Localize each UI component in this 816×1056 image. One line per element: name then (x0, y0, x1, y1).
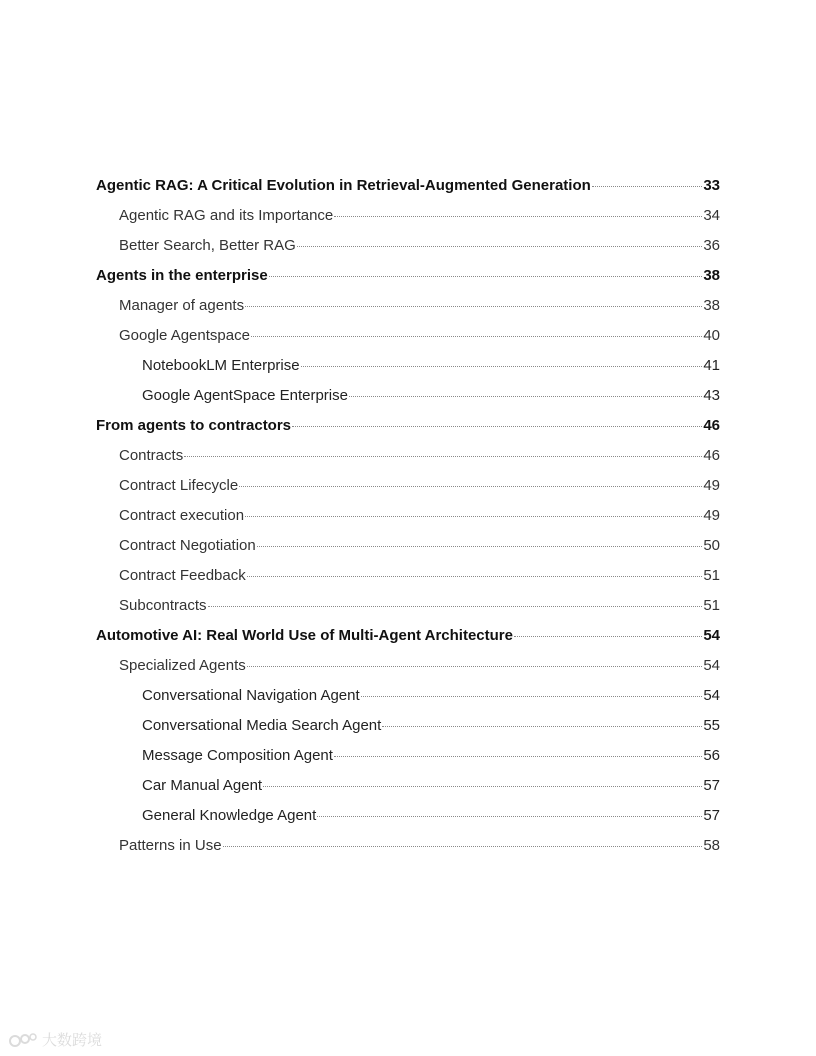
toc-entry-title: Agentic RAG: A Critical Evolution in Retrieval-Augmented Generation (96, 177, 591, 194)
toc-entry[interactable] (96, 681, 720, 711)
toc-entry-page: 54 (703, 627, 720, 644)
toc-entry-title: Agents in the enterprise (96, 267, 268, 284)
toc-entry-title: Better Search, Better RAG (119, 237, 296, 254)
toc-entry[interactable] (96, 201, 720, 231)
toc-entry-title: Google Agentspace (119, 327, 250, 344)
toc-entry[interactable] (96, 291, 720, 321)
toc-entry[interactable] (96, 411, 720, 441)
dot-leader (301, 366, 703, 367)
toc-entry-page: 38 (703, 267, 720, 284)
toc-entry[interactable] (96, 801, 720, 831)
toc-entry-page: 57 (703, 807, 720, 824)
toc-entry[interactable] (96, 561, 720, 591)
toc-entry[interactable] (96, 531, 720, 561)
watermark-logo-icon (8, 1032, 38, 1048)
dot-leader (382, 726, 702, 727)
dot-leader (247, 666, 703, 667)
toc-entry[interactable] (96, 441, 720, 471)
toc-entry[interactable] (96, 231, 720, 261)
toc-entry[interactable] (96, 591, 720, 621)
toc-entry-page: 36 (703, 237, 720, 254)
table-of-contents (96, 171, 720, 861)
dot-leader (349, 396, 702, 397)
dot-leader (251, 336, 702, 337)
dot-leader (184, 456, 702, 457)
dot-leader (361, 696, 703, 697)
toc-entry-title: Subcontracts (119, 597, 207, 614)
toc-entry-title: Specialized Agents (119, 657, 246, 674)
dot-leader (263, 786, 702, 787)
toc-entry[interactable] (96, 351, 720, 381)
toc-entry-title: Contract Feedback (119, 567, 246, 584)
toc-entry-page: 51 (703, 597, 720, 614)
toc-entry-title: Patterns in Use (119, 837, 222, 854)
toc-entry[interactable] (96, 741, 720, 771)
toc-entry-page: 38 (703, 297, 720, 314)
dot-leader (223, 846, 703, 847)
toc-entry-page: 54 (703, 657, 720, 674)
toc-entry-title: From agents to contractors (96, 417, 292, 434)
dot-leader (208, 606, 703, 607)
toc-entry[interactable] (96, 711, 720, 741)
toc-entry-title: Conversational Media Search Agent (142, 717, 382, 734)
toc-entry-page: 50 (703, 537, 720, 554)
toc-entry-title: Conversational Navigation Agent (142, 687, 360, 704)
toc-entry-page: 41 (703, 357, 720, 374)
dot-leader (592, 186, 703, 187)
toc-entry[interactable] (96, 831, 720, 861)
dot-leader (269, 276, 703, 277)
toc-entry[interactable] (96, 621, 720, 651)
toc-entry-title: NotebookLM Enterprise (142, 357, 300, 374)
toc-entry-page: 43 (703, 387, 720, 404)
toc-entry[interactable] (96, 381, 720, 411)
dot-leader (297, 246, 703, 247)
dot-leader (292, 426, 702, 427)
toc-entry[interactable] (96, 321, 720, 351)
dot-leader (334, 756, 702, 757)
toc-entry-page: 51 (703, 567, 720, 584)
dot-leader (245, 306, 702, 307)
toc-entry-title: Contract Negotiation (119, 537, 256, 554)
toc-entry-page: 46 (703, 417, 720, 434)
toc-entry-title: Contract Lifecycle (119, 477, 239, 494)
toc-entry-title: Manager of agents (119, 297, 245, 314)
toc-entry[interactable] (96, 471, 720, 501)
toc-entry-title: Message Composition Agent (142, 747, 333, 764)
toc-entry-page: 54 (703, 687, 720, 704)
dot-leader (247, 576, 703, 577)
toc-entry-page: 49 (703, 477, 720, 494)
dot-leader (239, 486, 702, 487)
toc-entry[interactable] (96, 171, 720, 201)
toc-entry[interactable] (96, 771, 720, 801)
toc-entry-title: Car Manual Agent (142, 777, 263, 794)
dot-leader (257, 546, 703, 547)
dot-leader (317, 816, 702, 817)
watermark (8, 1029, 102, 1050)
dot-leader (245, 516, 702, 517)
toc-entry-title: Automotive AI: Real World Use of Multi-Agent Architecture (96, 627, 513, 644)
toc-entry-title: General Knowledge Agent (142, 807, 317, 824)
toc-entry-title: Contract execution (119, 507, 245, 524)
toc-entry[interactable] (96, 651, 720, 681)
toc-entry-page: 33 (703, 177, 720, 194)
toc-entry-page: 57 (703, 777, 720, 794)
dot-leader (514, 636, 702, 637)
toc-entry-page: 40 (703, 327, 720, 344)
toc-entry-title: Contracts (119, 447, 184, 464)
toc-entry-page: 56 (703, 747, 720, 764)
toc-entry[interactable] (96, 261, 720, 291)
toc-entry-title: Agentic RAG and its Importance (119, 207, 334, 224)
toc-entry-page: 58 (703, 837, 720, 854)
toc-entry-page: 55 (703, 717, 720, 734)
dot-leader (334, 216, 702, 217)
toc-entry-title: Google AgentSpace Enterprise (142, 387, 348, 404)
toc-entry-page: 49 (703, 507, 720, 524)
toc-entry[interactable] (96, 501, 720, 531)
toc-entry-page: 34 (703, 207, 720, 224)
watermark-text: 大数跨境 (42, 1031, 103, 1049)
toc-entry-page: 46 (703, 447, 720, 464)
